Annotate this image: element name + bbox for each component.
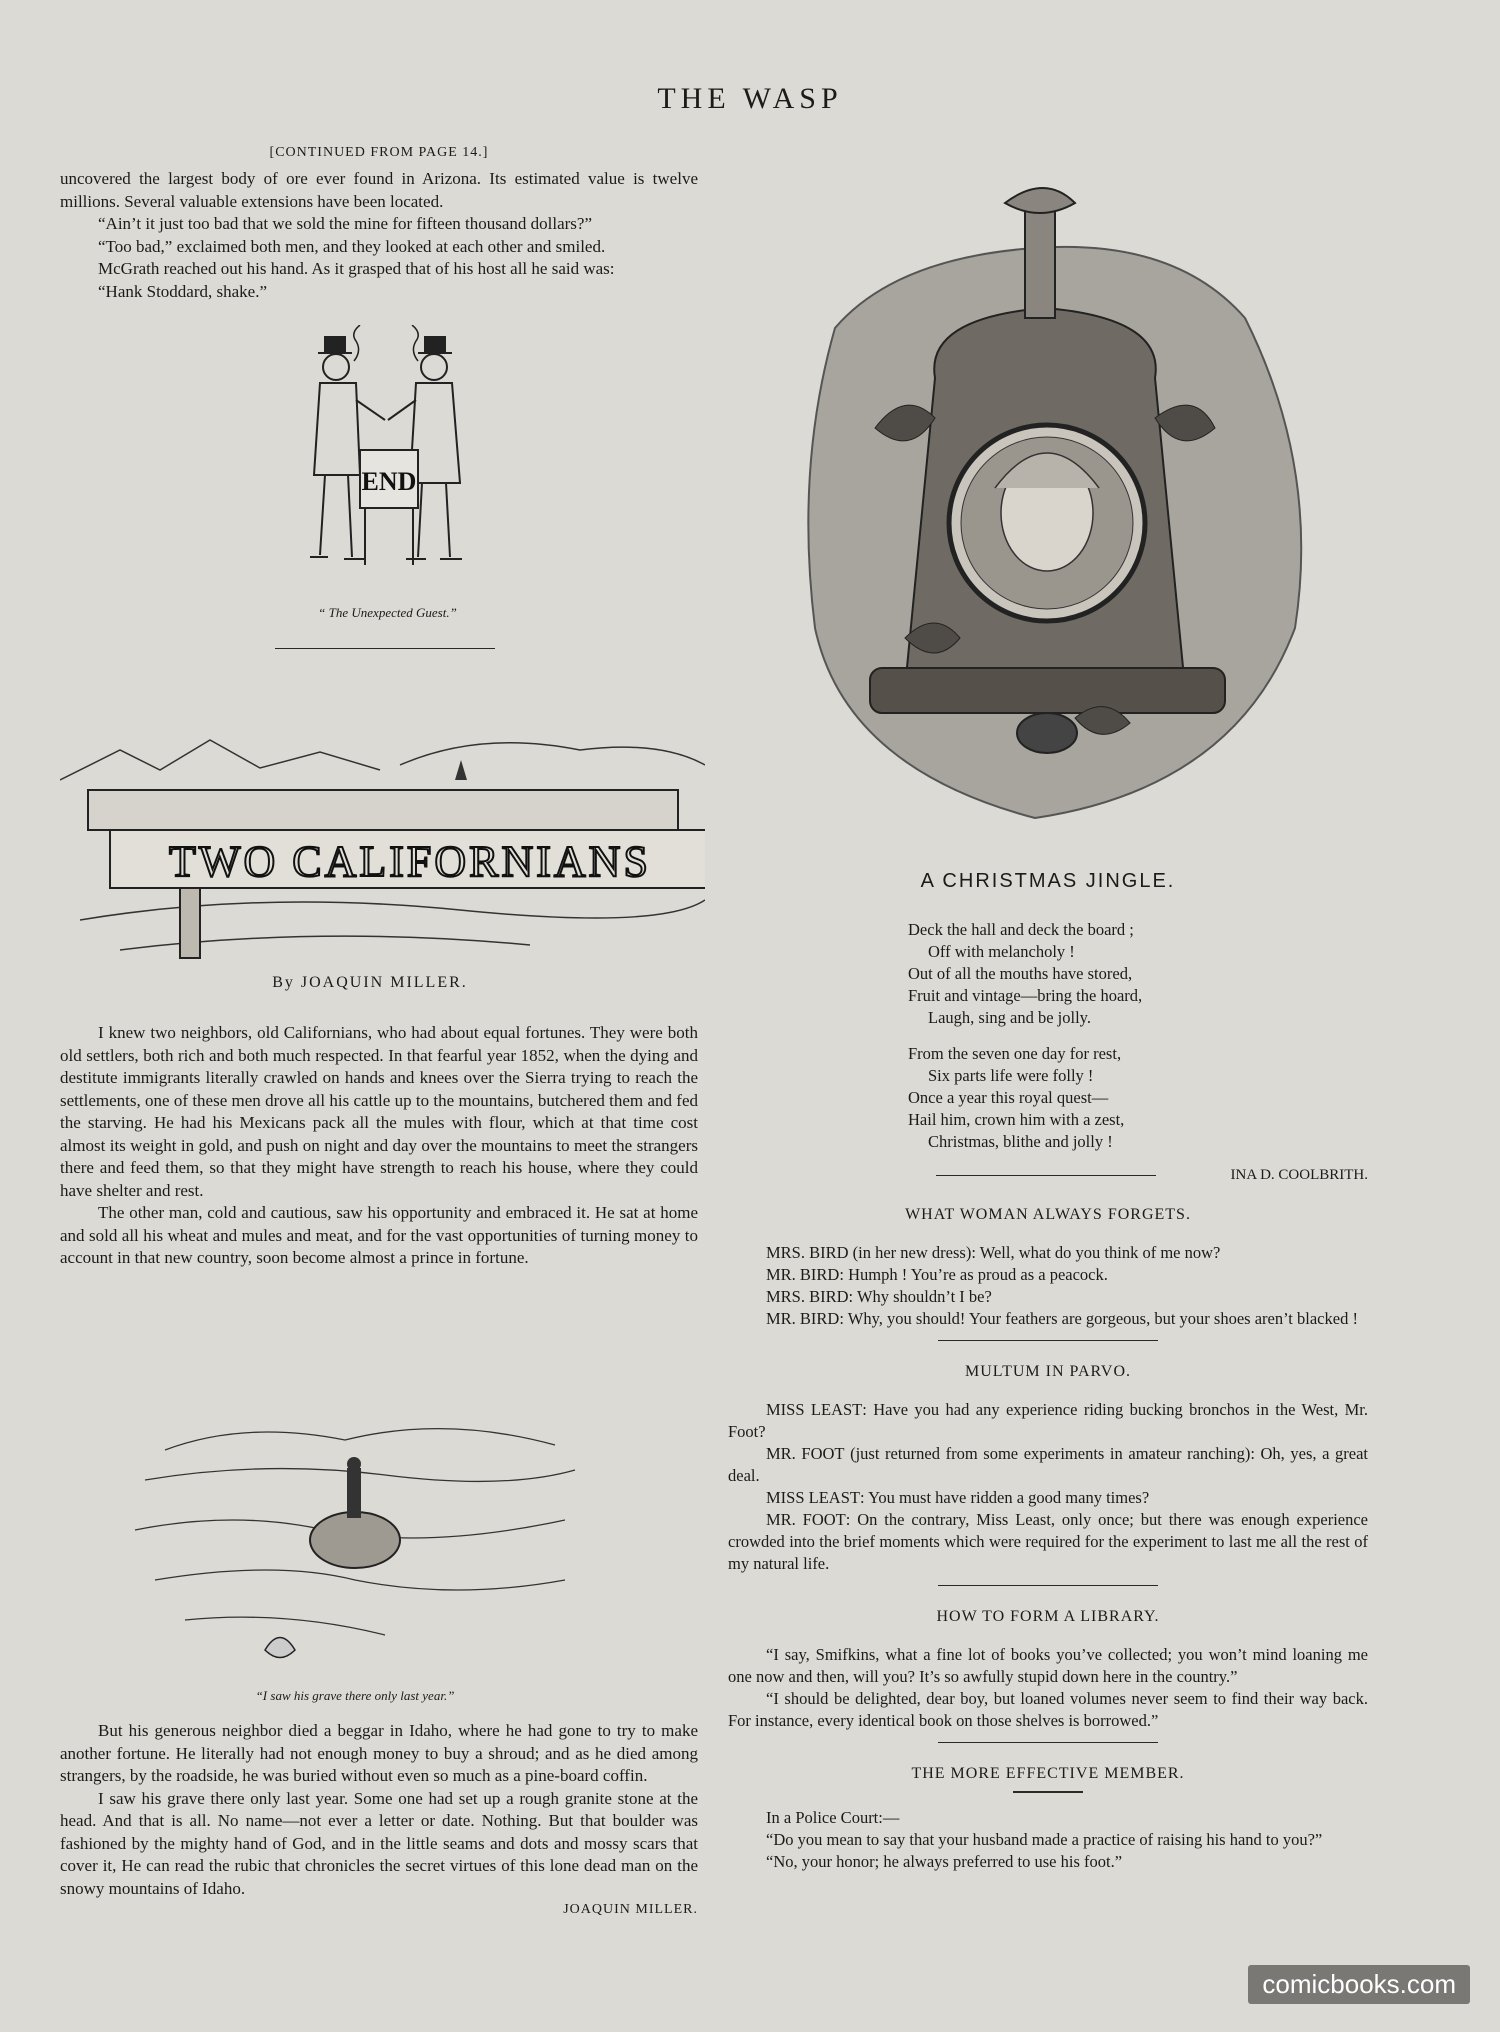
section-title: MULTUM IN PARVO. <box>964 1363 1131 1380</box>
watermark: comicbooks.com <box>1248 1965 1470 2004</box>
story-paragraph: uncovered the largest body of ore ever found in Arizona. Its estimated value is twelve millions. Several valuable extensions have been located. <box>60 169 698 211</box>
landscape-sign-drawing <box>60 710 705 985</box>
section-title: THE MORE EFFECTIVE MEMBER. <box>911 1765 1185 1782</box>
dialogue-line <box>728 1443 1368 1487</box>
handshake-illustration <box>280 325 495 645</box>
divider-rule <box>938 1585 1158 1586</box>
article-signature: JOAQUIN MILLER. <box>563 1902 698 1917</box>
dialogue-line <box>728 1286 1368 1308</box>
dialogue-text: : Have you had any experience riding bucking bronchos in the West, Mr. Foot? <box>728 1400 1368 1441</box>
dialogue-line <box>728 1264 1368 1286</box>
poem-stanza <box>908 1043 1368 1153</box>
story-paragraph: McGrath reached out his hand. As it grasped that of his host all he said was: <box>98 259 615 278</box>
divider-rule <box>936 1175 1156 1176</box>
divider-rule <box>938 1742 1158 1743</box>
article-paragraph: “I say, Smifkins, what a fine lot of books you’ve collected; you won’t mind loaning me one now and then, will you? It’s so awfully stupid down here in the country.” <box>728 1645 1368 1686</box>
article-paragraph: I saw his grave there only last year. Some one had set up a rough granite stone at the head. And that is all. No name—not ever a letter or date. Nothing. But that boulder was fashioned by the mighty hand of God, and in the little seams and dots and mossy scars that cover it, He can read the rubic that chronicles the secret virtues of this lone dead man on the snowy mountains of Idaho. <box>60 1788 698 1898</box>
article-paragraph: “No, your honor; he always preferred to use his foot.” <box>766 1851 1123 1871</box>
two-men-shaking-hands-drawing <box>280 325 495 625</box>
poem <box>908 919 1368 1153</box>
poem-title: A CHRISTMAS JINGLE. <box>920 870 1176 892</box>
story-paragraph: “Ain’t it just too bad that we sold the mine for fifteen thousand dollars?” <box>98 214 592 233</box>
dialogue-text: (in her new dress): Well, what do you think of me now? <box>848 1243 1221 1262</box>
poem-line: Christmas, blithe and jolly ! <box>928 1132 1113 1151</box>
article-paragraph: In a Police Court:— <box>766 1807 900 1827</box>
grave-caption: “I saw his grave there only last year.” <box>255 1688 455 1703</box>
poem-line: Once a year this royal quest— <box>908 1088 1109 1107</box>
bell-with-portrait-drawing <box>775 168 1320 833</box>
article-paragraph: “I should be delighted, dear boy, but loaned volumes never seem to find their way back. For instance, every identical book on those shelves is borrowed.” <box>728 1689 1368 1730</box>
article-paragraph: But his generous neighbor died a beggar in Idaho, where he had gone to try to make another fortune. He literally had not enough money to buy a shroud; and as he died among strangers, by the roadside, he was buried without even so much as a pine-board coffin. <box>60 1721 698 1785</box>
speaker: MISS LEAST <box>766 1488 860 1507</box>
two-californians-text-2 <box>60 1720 698 1918</box>
poem-line: Hail him, crown him with a zest, <box>908 1110 1125 1129</box>
dialogue-line <box>728 1487 1368 1509</box>
speaker: MRS. BIRD <box>766 1243 849 1262</box>
speaker: MR. BIRD <box>766 1265 840 1284</box>
story-end <box>60 168 698 303</box>
masthead: THE WASP <box>657 82 843 115</box>
poem-author: INA D. COOLBRITH. <box>1230 1167 1368 1183</box>
speaker: MRS. BIRD <box>766 1287 849 1306</box>
dialogue-text: (just returned from some experiments in amateur ranching): Oh, yes, a great deal. <box>728 1444 1369 1485</box>
poem-line: Laugh, sing and be jolly. <box>928 1008 1091 1027</box>
section-title: HOW TO FORM A LIBRARY. <box>936 1608 1160 1625</box>
dialogue-text: : On the contrary, Miss Least, only once; but there was enough experience crowded into the brief moments which were required for the experiment to last me all the rest of my natural life. <box>728 1510 1369 1573</box>
speaker: MR. FOOT <box>766 1510 846 1529</box>
poem-stanza <box>908 919 1368 1029</box>
poem-line: Six parts life were folly ! <box>928 1066 1094 1085</box>
dialogue-line <box>728 1399 1368 1443</box>
two-californians-text-1 <box>60 1022 698 1270</box>
poem-line: Deck the hall and deck the board ; <box>908 920 1134 939</box>
dialogue-line <box>728 1308 1368 1330</box>
end-sign-text: END <box>361 467 417 496</box>
poem-line: Off with melancholy ! <box>928 942 1075 961</box>
divider-rule <box>275 648 495 649</box>
speaker: MR. FOOT <box>766 1444 845 1463</box>
dialogue-line <box>728 1242 1368 1264</box>
poem-line: From the seven one day for rest, <box>908 1044 1122 1063</box>
poem-line: Out of all the mouths have stored, <box>908 964 1133 983</box>
speaker: MISS LEAST <box>766 1400 863 1419</box>
title-art-text: TWO CALIFORNIANS <box>169 837 651 886</box>
dialogue-text: : Why, you should! Your feathers are gorgeous, but your shoes aren’t blacked ! <box>839 1309 1358 1328</box>
divider-rule <box>938 1340 1158 1341</box>
section-title: WHAT WOMAN ALWAYS FORGETS. <box>905 1206 1191 1223</box>
article-paragraph: I knew two neighbors, old Californians, who had about equal fortunes. They were both old settlers, both rich and both much respected. In that fearful year 1852, when the dying and destitute immigrants literally crawled on hands and knees over the Sierra trying to reach the settlements, one of these men drove all his cattle up to the mountains, butchered them and fed the starving. He had his Mexicans pack all the mules with flour, which at that time cost almost its weight in gold, and push on night and day over the mountains to meet the strangers there and feed them, so that they might have strength to reach his house, where they could have shelter and rest. <box>60 1023 698 1200</box>
story-paragraph: “Hank Stoddard, shake.” <box>98 281 268 301</box>
speaker: MR. BIRD <box>766 1309 840 1328</box>
short-rule <box>1013 1791 1083 1793</box>
handshake-caption: “ The Unexpected Guest.” <box>318 605 457 620</box>
grave-illustration <box>125 1380 585 1710</box>
continued-note: [CONTINUED FROM PAGE 14.] <box>269 145 489 160</box>
poem-footer <box>728 1167 1368 1184</box>
story-paragraph: “Too bad,” exclaimed both men, and they looked at each other and smiled. <box>98 236 606 256</box>
dialogue-line <box>728 1509 1368 1575</box>
dialogue-text: : Why shouldn’t I be? <box>848 1287 992 1306</box>
byline: By JOAQUIN MILLER. <box>272 974 468 991</box>
two-californians-title-art <box>60 710 705 985</box>
poem-line: Fruit and vintage—bring the hoard, <box>908 986 1143 1005</box>
dialogue-text: : You must have ridden a good many times? <box>859 1488 1150 1507</box>
article-paragraph: The other man, cold and cautious, saw his opportunity and embraced it. He sat at home and sold all his wheat and mules and meat, and for the vast opportunities of turning money to account in that new country, soon become almost a prince in fortune. <box>60 1203 698 1267</box>
right-column <box>728 870 1368 1873</box>
article-paragraph: “Do you mean to say that your husband made a practice of raising his hand to you?” <box>766 1829 1323 1849</box>
christmas-bell-illustration <box>775 168 1320 833</box>
dialogue-text: : Humph ! You’re as proud as a peacock. <box>839 1265 1108 1284</box>
lone-grave-landscape-drawing <box>125 1380 585 1680</box>
